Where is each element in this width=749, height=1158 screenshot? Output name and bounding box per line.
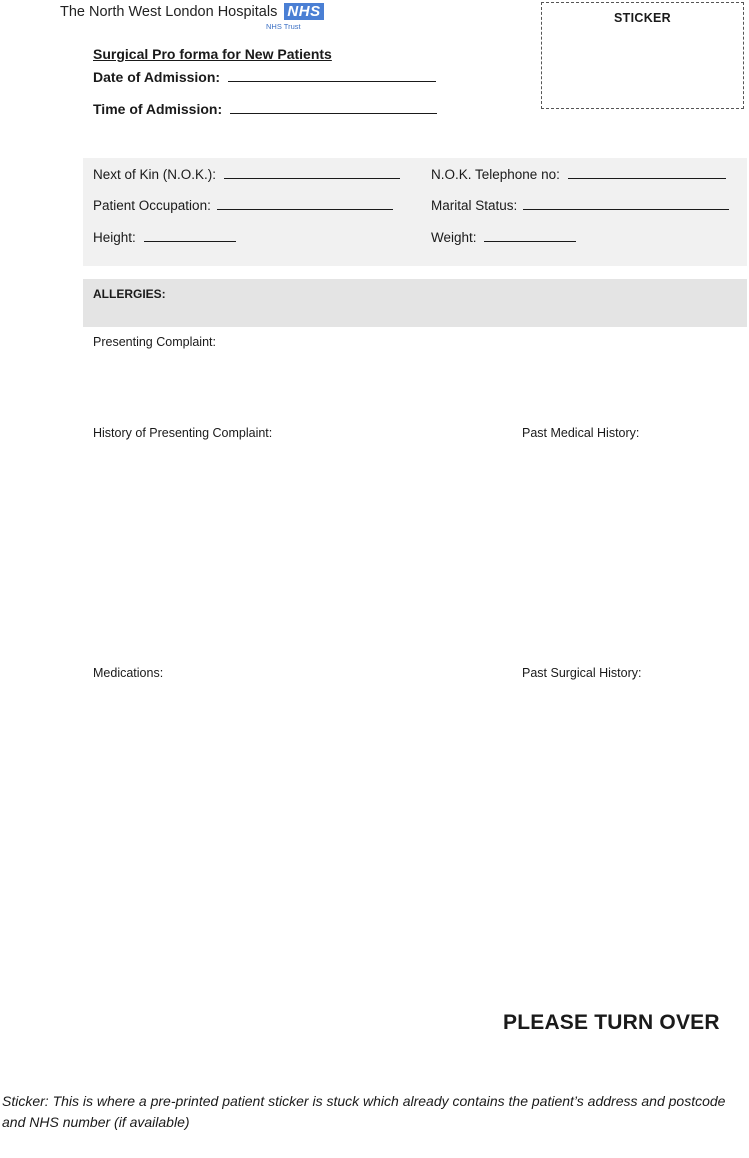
occupation-field[interactable]	[217, 198, 393, 210]
allergies-panel[interactable]	[83, 279, 747, 327]
form-title: Surgical Pro forma for New Patients	[93, 46, 332, 62]
time-of-admission-label: Time of Admission:	[93, 101, 223, 117]
next-of-kin-label: Next of Kin (N.O.K.):	[93, 167, 217, 182]
marital-status-field[interactable]	[523, 198, 729, 210]
trust-name: The North West London Hospitals	[60, 4, 278, 20]
nhs-logo: NHS	[284, 3, 324, 20]
nhs-trust-subtext: NHS Trust	[266, 22, 301, 31]
history-presenting-complaint-label: History of Presenting Complaint:	[93, 426, 273, 440]
sticker-label: STICKER	[614, 11, 671, 25]
next-of-kin-row	[93, 167, 400, 182]
sticker-footnote: Sticker: This is where a pre-printed patient sticker is stuck which already contains the patient’s address and postcode and NHS number (if available)	[2, 1093, 726, 1130]
nok-telephone-label: N.O.K. Telephone no:	[431, 167, 560, 182]
allergies-label: ALLERGIES:	[93, 287, 166, 301]
height-field[interactable]	[144, 230, 236, 242]
next-of-kin-field[interactable]	[224, 167, 400, 179]
weight-label: Weight:	[431, 230, 477, 245]
height-label: Height:	[93, 230, 136, 245]
please-turn-over: PLEASE TURN OVER	[503, 1011, 720, 1034]
occupation-label: Patient Occupation:	[93, 198, 211, 213]
medications-label: Medications:	[93, 666, 164, 680]
nok-telephone-field[interactable]	[568, 167, 726, 179]
past-surgical-history-label: Past Surgical History:	[522, 666, 642, 680]
date-of-admission-label: Date of Admission:	[93, 69, 221, 85]
marital-status-label: Marital Status:	[431, 198, 518, 213]
time-of-admission-field[interactable]	[230, 101, 437, 114]
presenting-complaint-label: Presenting Complaint:	[93, 335, 216, 349]
weight-field[interactable]	[484, 230, 576, 242]
date-of-admission-row	[93, 69, 436, 85]
sticker-area	[541, 2, 744, 109]
height-row	[93, 230, 236, 245]
date-of-admission-field[interactable]	[228, 69, 436, 82]
past-medical-history-label: Past Medical History:	[522, 426, 640, 440]
time-of-admission-row	[93, 101, 437, 117]
occupation-row	[93, 198, 393, 213]
nok-telephone-row	[431, 167, 726, 182]
marital-status-row	[431, 198, 729, 213]
weight-row	[431, 230, 576, 245]
